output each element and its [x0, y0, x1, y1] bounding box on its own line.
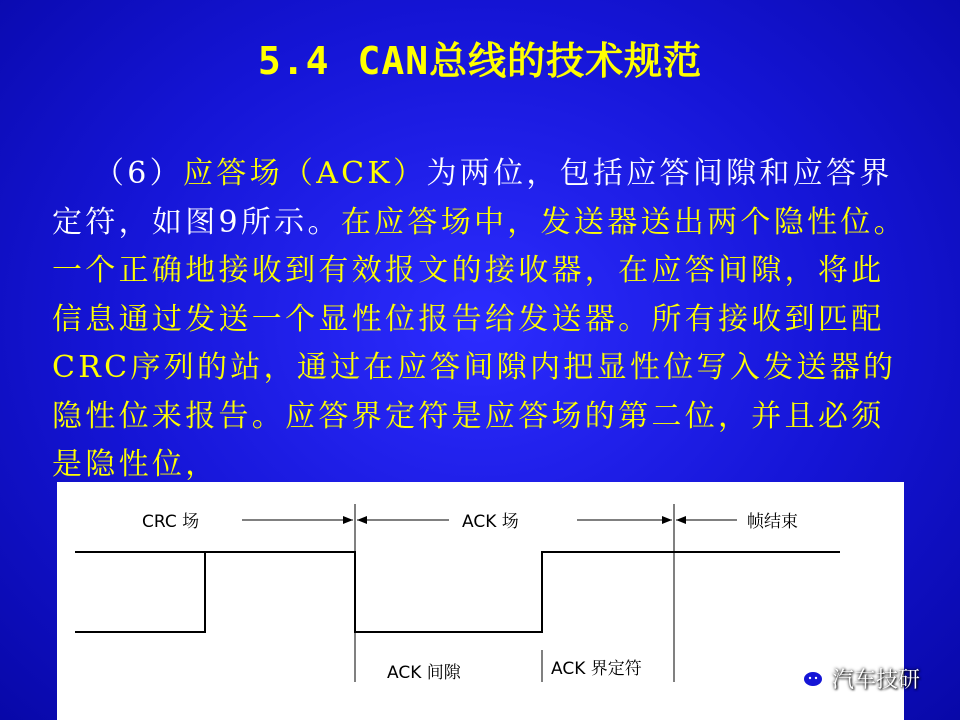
waveform-lower	[75, 552, 205, 632]
eof-field-label: 帧结束	[747, 512, 798, 532]
para-segment-detail: 在应答场中，发送器送出两个隐性位。一个正确地接收到有效报文的接收器，在应答间隙，将此信息通过发送一个显性位报告给发送器。所有接收到匹配CRC序列的站，通过在应答间隙内把显性位写入发送器的隐性位来报告。应答界定符是应答场的第二位，并且必须是隐性位，	[52, 204, 907, 482]
watermark	[788, 658, 948, 698]
waveform-recessive	[75, 552, 840, 632]
para-segment-number: （6）	[94, 156, 183, 191]
ack-slot-label: ACK 间隙	[387, 663, 461, 683]
section-number: 5.4	[257, 39, 330, 83]
ack-timing-svg	[57, 482, 904, 720]
body-paragraph	[52, 150, 912, 490]
section-title: CAN总线的技术规范	[357, 39, 703, 83]
ack-delimiter-label: ACK 界定符	[551, 659, 642, 679]
ack-field-diagram	[57, 482, 904, 720]
ack-field-label: ACK 场	[462, 512, 519, 532]
slide-title	[0, 30, 960, 85]
wechat-icon	[788, 661, 826, 695]
para-segment-term: 应答场（ACK）	[183, 156, 427, 191]
watermark-text: 汽车技研	[832, 667, 921, 693]
para-segment-def: 为两位，包括应答间隙和应答界定符，如图9所示。	[52, 156, 893, 240]
crc-field-label: CRC 场	[142, 512, 200, 532]
